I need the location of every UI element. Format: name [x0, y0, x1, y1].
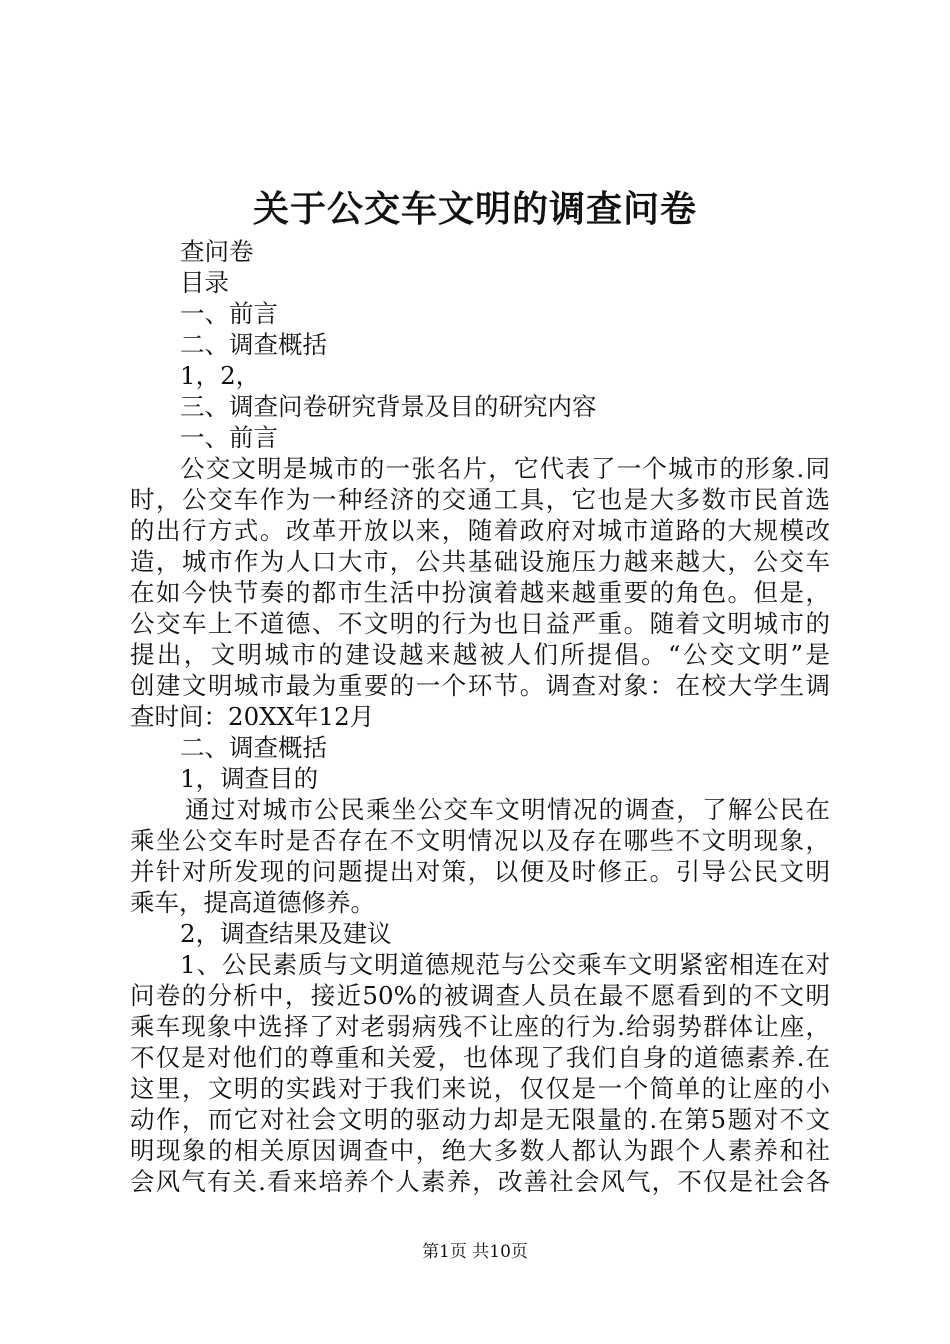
document-body [130, 236, 830, 1197]
page-number-footer: 第1页 共10页 [422, 1242, 528, 1262]
text-line: 三、调查问卷研究背景及目的研究内容 [180, 392, 597, 421]
text-line: 二、调查概括 [180, 733, 327, 762]
text-line: 会风气有关.看来培养个人素养，改善社会风气，不仅是社会各 [130, 1167, 830, 1196]
text-line: 1，2， [180, 361, 261, 390]
text-line: 乘车，提高道德修养。 [130, 888, 375, 917]
text-line: 乘车现象中选择了对老弱病残不让座的行为.给弱势群体让座， [130, 1012, 830, 1041]
text-line: 查问卷 [180, 237, 254, 266]
document-title: 关于公交车文明的调查问卷 [252, 189, 697, 230]
text-line: 1、公民素质与文明道德规范与公交乘车文明紧密相连在对 [180, 950, 830, 979]
text-line: 二、调查概括 [180, 330, 327, 359]
text-line: 在如今快节奏的都市生活中扮演着越来越重要的角色。但是， [130, 578, 830, 607]
text-line: 这里，文明的实践对于我们来说，仅仅是一个简单的让座的小 [130, 1074, 830, 1103]
text-line: 时，公交车作为一种经济的交通工具，它也是大多数市民首选 [130, 485, 830, 514]
text-line: 动作，而它对社会文明的驱动力却是无限量的.在第5题对不文 [130, 1105, 830, 1134]
text-line: 乘坐公交车时是否存在不文明情况以及存在哪些不文明现象， [130, 826, 830, 855]
text-line: 1，调查目的 [180, 764, 319, 793]
text-line: 明现象的相关原因调查中，绝大多数人都认为跟个人素养和社 [130, 1136, 830, 1165]
text-line: 查时间：20XX年12月 [130, 702, 375, 731]
text-line: 公交车上不道德、不文明的行为也日益严重。随着文明城市的 [130, 609, 830, 638]
text-line: 创建文明城市最为重要的一个环节。调查对象：在校大学生调 [130, 671, 830, 700]
text-line: 并针对所发现的问题提出对策，以便及时修正。引导公民文明 [130, 857, 830, 886]
text-line: 2，调查结果及建议 [180, 919, 392, 948]
text-line: 目录 [180, 268, 229, 297]
text-line: 通过对城市公民乘坐公交车文明情况的调查，了解公民在 [185, 795, 830, 824]
text-line: 提出，文明城市的建设越来越被人们所提倡。“公交文明”是 [130, 640, 830, 669]
text-line: 的出行方式。改革开放以来，随着政府对城市道路的大规模改 [130, 516, 830, 545]
text-line: 一、前言 [180, 299, 278, 328]
text-line: 不仅是对他们的尊重和关爱，也体现了我们自身的道德素养.在 [130, 1043, 830, 1072]
text-line: 问卷的分析中，接近50%的被调查人员在最不愿看到的不文明 [130, 981, 830, 1010]
text-line: 公交文明是城市的一张名片，它代表了一个城市的形象.同 [180, 454, 830, 483]
text-line: 造，城市作为人口大市，公共基础设施压力越来越大，公交车 [130, 547, 830, 576]
text-line: 一、前言 [180, 423, 278, 452]
